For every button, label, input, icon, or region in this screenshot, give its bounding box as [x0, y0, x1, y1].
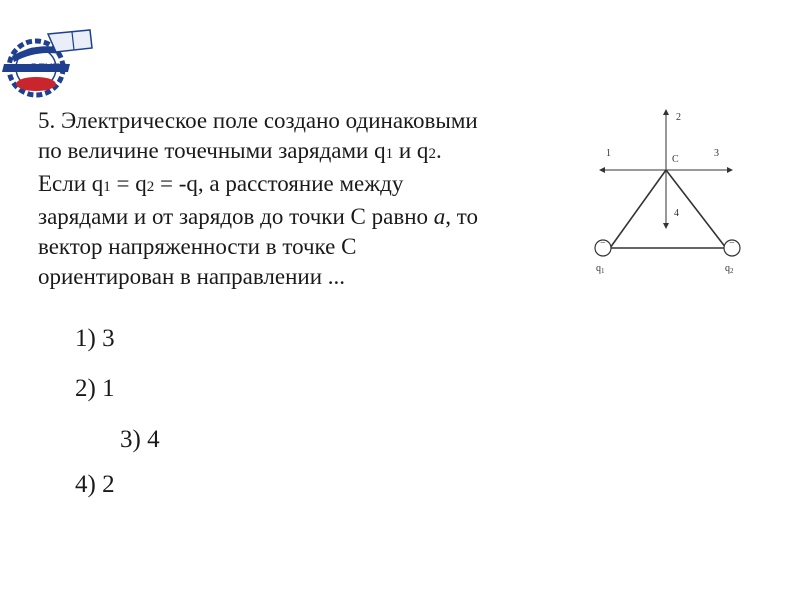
question-text [38, 106, 568, 292]
charge-q2-sign: − [729, 238, 735, 249]
charge-q1-label: $q_1$ [596, 263, 605, 275]
direction-label-3: 3 [714, 148, 719, 159]
answer-option-1[interactable]: 1) 3 [75, 325, 115, 352]
question-line-1: 5. Электрическое поле создано одинаковыми [38, 108, 478, 133]
question-line-5: вектор напряженности в точке С [38, 234, 357, 259]
question-line-6: ориентирован в направлении ... [38, 264, 346, 289]
question-line-4: зарядами и от зарядов до точки С равно а, то [38, 204, 479, 229]
question-line-2: по величине точечными зарядами q1 и q2. [38, 138, 442, 163]
point-c-label: C [672, 154, 679, 165]
question-number: 5. [38, 108, 56, 133]
answer-option-4[interactable]: 4) 2 [75, 471, 115, 498]
charges-diagram [580, 100, 760, 290]
logo-text: РГУПС [30, 62, 68, 74]
question-line-3: Если q1 = q2 = -q, а расстояние между [38, 171, 404, 196]
answer-option-2[interactable]: 2) 1 [75, 375, 115, 402]
direction-label-2: 2 [676, 112, 681, 123]
direction-label-4: 4 [674, 208, 679, 219]
side-c-q1 [610, 170, 666, 248]
university-logo-icon [0, 28, 100, 100]
charge-q2-label: $q_2$ [725, 263, 734, 275]
charge-q1-sign: − [600, 238, 606, 249]
direction-label-1: 1 [606, 148, 611, 159]
answer-option-3[interactable]: 3) 4 [120, 426, 160, 453]
